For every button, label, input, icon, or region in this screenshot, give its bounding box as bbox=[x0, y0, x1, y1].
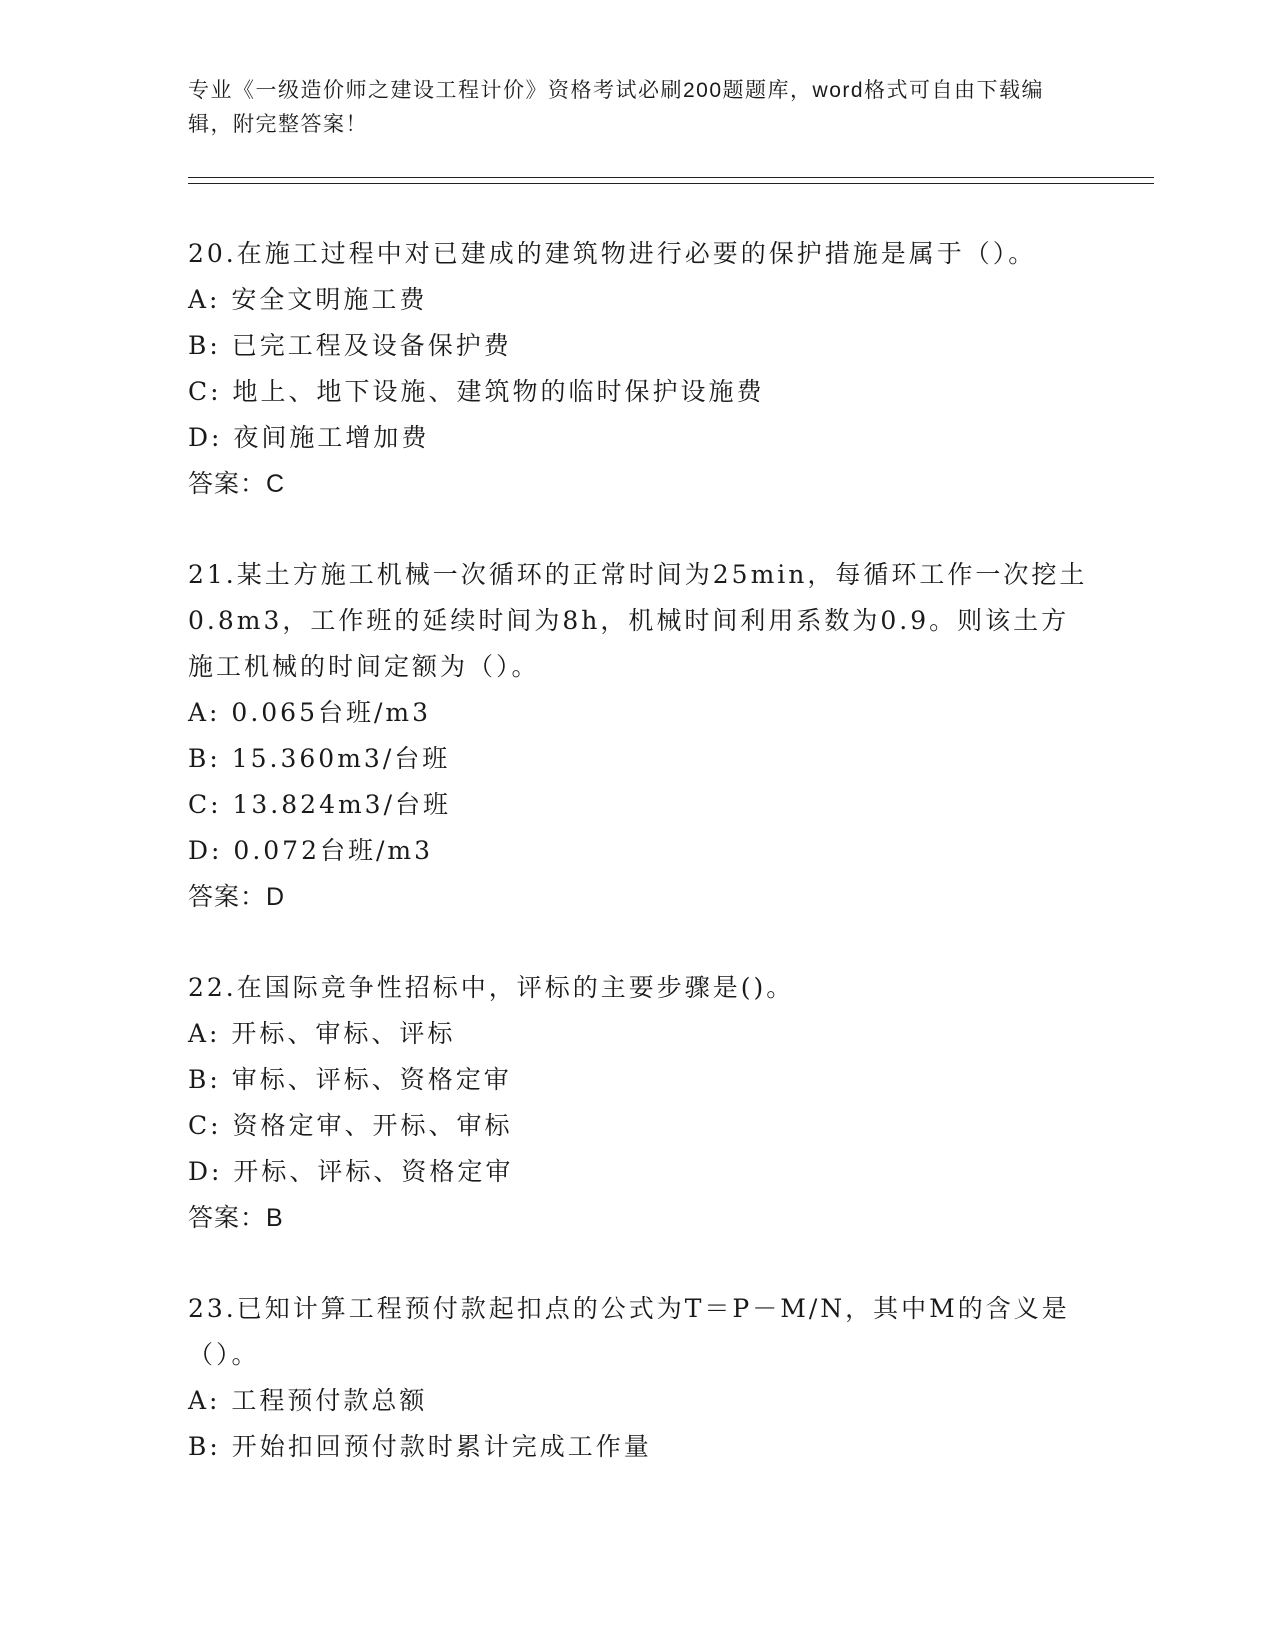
answer-line: 答案：C bbox=[188, 470, 286, 498]
question-23 bbox=[188, 1286, 1088, 1470]
document-intro: 专业《一级造价师之建设工程计价》资格考试必刷200题题库，word格式可自由下载编辑，附完整答案！ bbox=[188, 79, 1045, 136]
question-list bbox=[188, 231, 1088, 1515]
answer-line: 答案：D bbox=[188, 883, 286, 911]
option-b: B: 开始扣回预付款时累计完成工作量 bbox=[188, 1432, 652, 1461]
option-c: C: 13.824m3/台班 bbox=[188, 790, 452, 819]
option-b: B: 审标、评标、资格定审 bbox=[188, 1065, 512, 1094]
answer-line: 答案：B bbox=[188, 1204, 284, 1232]
question-22 bbox=[188, 965, 1088, 1241]
header-divider-bottom bbox=[188, 183, 1154, 184]
question-text: 22.在国际竞争性招标中，评标的主要步骤是()。 bbox=[188, 973, 795, 1002]
option-c: C: 地上、地下设施、建筑物的临时保护设施费 bbox=[188, 377, 765, 406]
question-20 bbox=[188, 231, 1088, 507]
option-a: A: 0.065台班/m3 bbox=[188, 698, 432, 727]
question-text: 20.在施工过程中对已建成的建筑物进行必要的保护措施是属于（）。 bbox=[188, 239, 1037, 268]
option-a: A: 安全文明施工费 bbox=[188, 285, 428, 314]
option-d: D: 0.072台班/m3 bbox=[188, 836, 434, 865]
option-b: B: 已完工程及设备保护费 bbox=[188, 331, 512, 360]
option-a: A: 工程预付款总额 bbox=[188, 1386, 428, 1415]
option-d: D: 夜间施工增加费 bbox=[188, 423, 430, 452]
option-a: A: 开标、审标、评标 bbox=[188, 1019, 456, 1048]
option-d: D: 开标、评标、资格定审 bbox=[188, 1157, 514, 1186]
option-b: B: 15.360m3/台班 bbox=[188, 744, 451, 773]
question-text: 23.已知计算工程预付款起扣点的公式为T＝P－M/N，其中M的含义是（）。 bbox=[188, 1294, 1070, 1369]
option-c: C: 资格定审、开标、审标 bbox=[188, 1111, 513, 1140]
question-text: 21.某土方施工机械一次循环的正常时间为25min，每循环工作一次挖土0.8m3，工作班的延续时间为8h，机械时间利用系数为0.9。则该土方施工机械的时间定额为（）。 bbox=[188, 560, 1088, 681]
question-21 bbox=[188, 552, 1088, 920]
header-divider-top bbox=[188, 177, 1154, 178]
